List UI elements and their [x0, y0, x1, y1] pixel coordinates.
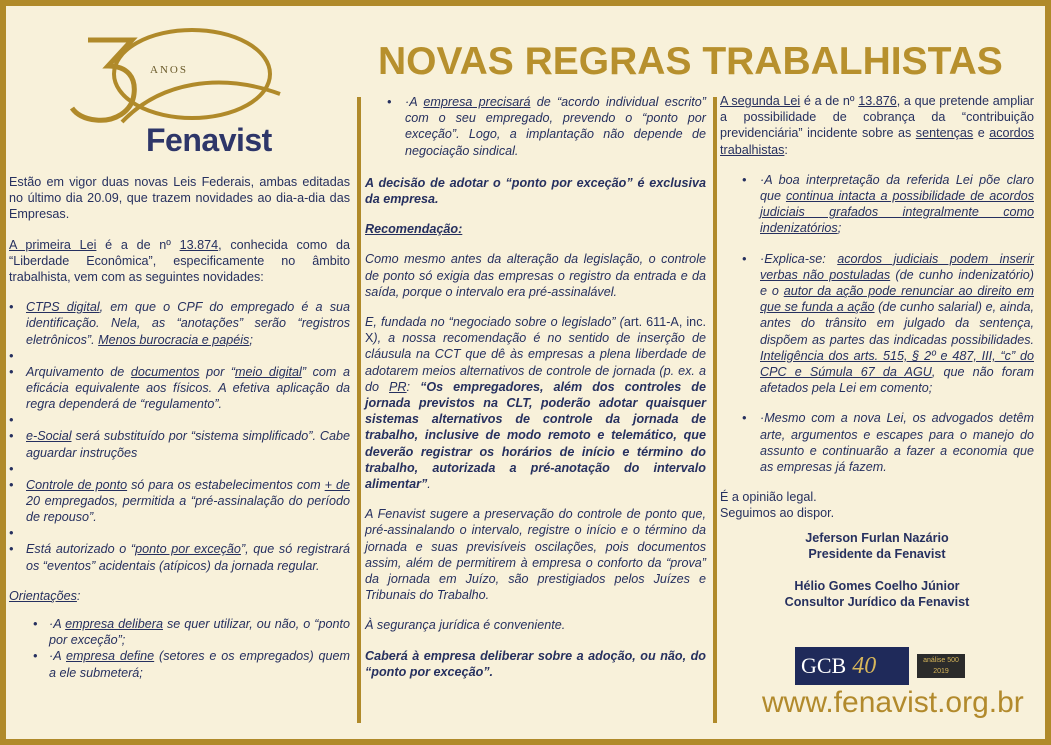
text: , a que pretende ampliar a possibilidade de cobrança da “contribuição previdenciária” incidente sobre as	[720, 94, 1034, 141]
text: só para os estabelecimentos com	[127, 477, 325, 492]
text: Arquivamento de	[26, 364, 131, 379]
decisao-paragraph: A decisão de adotar o “ponto por exceção” é exclusiva da empresa.	[365, 175, 706, 207]
text: , conhecida como da “Liberdade Econômica”, especificamente no âmbito trabalhista, vem com as seguintes novidades:	[9, 237, 350, 285]
text: e-Social	[26, 429, 72, 444]
signature-1-name: Jeferson Furlan Nazário	[805, 530, 949, 545]
text: ;	[249, 332, 253, 347]
text: empresa define	[66, 649, 155, 664]
segunda-lei-list	[720, 172, 1034, 475]
lei-number: 13.874	[179, 237, 219, 252]
gcb-40-logo	[795, 647, 909, 685]
recomendacao-paragraph: Como mesmo antes da alteração da legislação, o controle de ponto só exigia das empresas o registro da entrada e da saída, porque o intervalo era pré-assinalável.	[365, 252, 706, 299]
column-1	[9, 174, 350, 681]
logo-wordmark: Fenavist	[146, 122, 272, 158]
column-divider	[357, 97, 361, 723]
text: autor da ação pode renunciar ao direito em que se funda a ação	[760, 284, 1034, 315]
text: PR	[389, 379, 407, 394]
continuation-list	[365, 94, 706, 159]
text: será substituído por “sistema simplificado”. Cabe aguardar instruções	[26, 429, 350, 460]
text: ·Explica-se:	[760, 251, 838, 266]
text: , que não foram afetados pela Lei em comento;	[760, 365, 1034, 396]
text: .	[427, 477, 431, 492]
text: é a de nº	[800, 94, 859, 108]
text: ” com a eficácia equivalente aos físicos. A efetiva aplicação da regra dependerá de “regulamento”.	[26, 364, 350, 412]
text: ”, que só registrará os “eventos” acidentais (atípicos) da jornada regular.	[26, 542, 351, 573]
text: é a de nº	[96, 237, 180, 252]
text: ), a nossa recomendação é no sentido de inserção de cláusula na CCT que dê às empresas a plena liberdade de adotarem meios alternativos de controle de jornada (p. ex. a do	[365, 331, 706, 394]
text: acordos trabalhistas	[720, 126, 1034, 157]
text: ponto por exceção	[135, 542, 241, 557]
list-item-empty	[9, 348, 350, 364]
text: (de cunho indenizatório) e o	[760, 267, 1034, 299]
fenavist-sugere-paragraph: A Fenavist sugere a preservação do controle de ponto que, pré-assinalando o intervalo, registre o início e o término da jornada e suas previsíveis oscilações, pois documentos assim, além de permitirem à empresa o conforto da “prova” da jornada em Juízo, são prestigiados pelos Juízes e Tribunais do Trabalho.	[365, 507, 706, 603]
orientacoes-heading: Orientações:	[9, 588, 81, 603]
lei-number: 13.876	[858, 94, 897, 108]
signature-2-role: Consultor Jurídico da Fenavist	[784, 595, 970, 610]
intro-paragraph: Estão em vigor duas novas Leis Federais, ambas editadas no último dia 20.09, que trazem novidades ao dia-a-dia das Empresas.	[9, 175, 350, 222]
text: Menos burocracia e papéis	[98, 332, 250, 347]
analise-500-badge: análise 500 2019	[917, 654, 965, 678]
cct-quote: “Os empregadores, além dos controles de jornada previstos na CLT, poderão adotar quaisquer sistemas alternativos de controle da jornada de trabalho, inclusive de modo remoto e telemático, que deverão registrar os horários de início e término do trabalho, autorizada a pré-anotação do intervalo alimentar”	[365, 379, 707, 492]
gcb-40-text: 40	[852, 652, 877, 679]
text: Orientações	[9, 588, 77, 603]
text: E, fundada no “negociado sobre o legislado” (	[365, 315, 624, 330]
dispor-line: Seguimos ao dispor.	[720, 506, 835, 521]
novidades-list	[9, 299, 350, 574]
list-item	[9, 364, 350, 413]
text: ;	[837, 221, 842, 236]
text: art. 611-A, inc. X	[365, 315, 706, 346]
list-item	[365, 94, 706, 159]
list-item	[9, 648, 350, 680]
text: de “acordo individual escrito” com o seu empregado, prevendo o “ponto por exceção”. Logo, a implantação não depende de negociação sindical.	[405, 95, 706, 158]
text: (de cunho salarial) e, ainda, antes do trânsito em julgado da sentença, dispõem as partes das indicadas possibilidades.	[760, 300, 1034, 347]
text: , em que o CPF do empregado é a sua identificação. Nela, as “anotações” serão “registros eletrônicos”.	[26, 300, 351, 347]
text: meio digital	[235, 364, 302, 379]
text: ·Mesmo com a nova Lei, os advogados detêm arte, argumentos e escapes para o manejo do assunto e continuarão a fazer a economia que as empresas já fazem.	[760, 411, 1034, 475]
list-item-empty	[9, 461, 350, 477]
text: por “	[199, 364, 236, 379]
column-3	[720, 93, 1034, 610]
signature-1-role: Presidente da Fenavist	[808, 546, 946, 561]
text: ·A boa interpretação da referida Lei põe claro que	[760, 172, 1034, 204]
text: ·A	[49, 649, 66, 664]
list-item	[720, 172, 1034, 237]
text: sentenças	[915, 126, 974, 141]
signature-2-name: Hélio Gomes Coelho Júnior	[794, 579, 960, 594]
text: + de	[324, 477, 350, 492]
list-item	[720, 410, 1034, 475]
orientacoes-list	[9, 616, 350, 681]
gcb-text: GCB	[801, 653, 847, 678]
text: :	[784, 142, 788, 157]
text: 20 empregados, permitida a “pré-assinalação do período de repouso”.	[26, 494, 350, 525]
text: Controle de ponto	[26, 477, 128, 492]
list-item	[9, 616, 350, 648]
list-item	[9, 477, 350, 526]
recomendacao-heading: Recomendação:	[365, 222, 463, 237]
opiniao-line: É a opinião legal.	[720, 490, 817, 505]
list-item	[720, 251, 1034, 397]
text: (setores e os empregados) quem a ele submeterá;	[49, 649, 351, 680]
list-item	[9, 299, 350, 348]
seguranca-paragraph: À segurança jurídica é conveniente.	[365, 618, 566, 633]
text: empresa precisará	[423, 95, 531, 109]
text: ·A	[405, 95, 424, 109]
logo-anos: ANOS	[150, 64, 188, 76]
text: ·A	[49, 617, 66, 632]
list-item	[9, 428, 350, 460]
text: e	[973, 126, 990, 141]
primeira-lei-label: A primeira Lei	[9, 237, 97, 252]
segunda-lei-paragraph	[720, 93, 1034, 158]
list-item-empty	[9, 412, 350, 428]
text: continua intacta a possibilidade de acordos judiciais grafados integralmente como indenizatórios	[760, 189, 1034, 236]
column-2	[365, 94, 706, 694]
text: Inteligência dos arts. 515, § 2º e 487, III, “c” do CPC e Súmula 67 da AGU	[760, 348, 1034, 380]
caber-paragraph: Caberá à empresa deliberar sobre a adoção, ou não, do “ponto por exceção”.	[365, 648, 706, 679]
text: empresa delibera	[65, 617, 163, 632]
list-item	[9, 541, 350, 573]
text: :	[406, 379, 421, 394]
text: A segunda Lei	[720, 94, 801, 108]
text: documentos	[130, 364, 200, 379]
list-item-empty	[9, 525, 350, 541]
page-title: NOVAS REGRAS TRABALHISTAS	[378, 40, 1003, 83]
column-divider	[713, 97, 717, 723]
text: CTPS digital	[26, 300, 100, 315]
primeira-lei-paragraph	[9, 237, 350, 286]
negociado-paragraph	[365, 314, 706, 492]
text: Está autorizado o “	[26, 542, 136, 557]
text: acordos judiciais podem inserir verbas não postuladas	[760, 251, 1034, 282]
text: se quer utilizar, ou não, o “ponto por exceção”;	[49, 617, 350, 648]
website-link[interactable]: www.fenavist.org.br	[762, 686, 1024, 719]
